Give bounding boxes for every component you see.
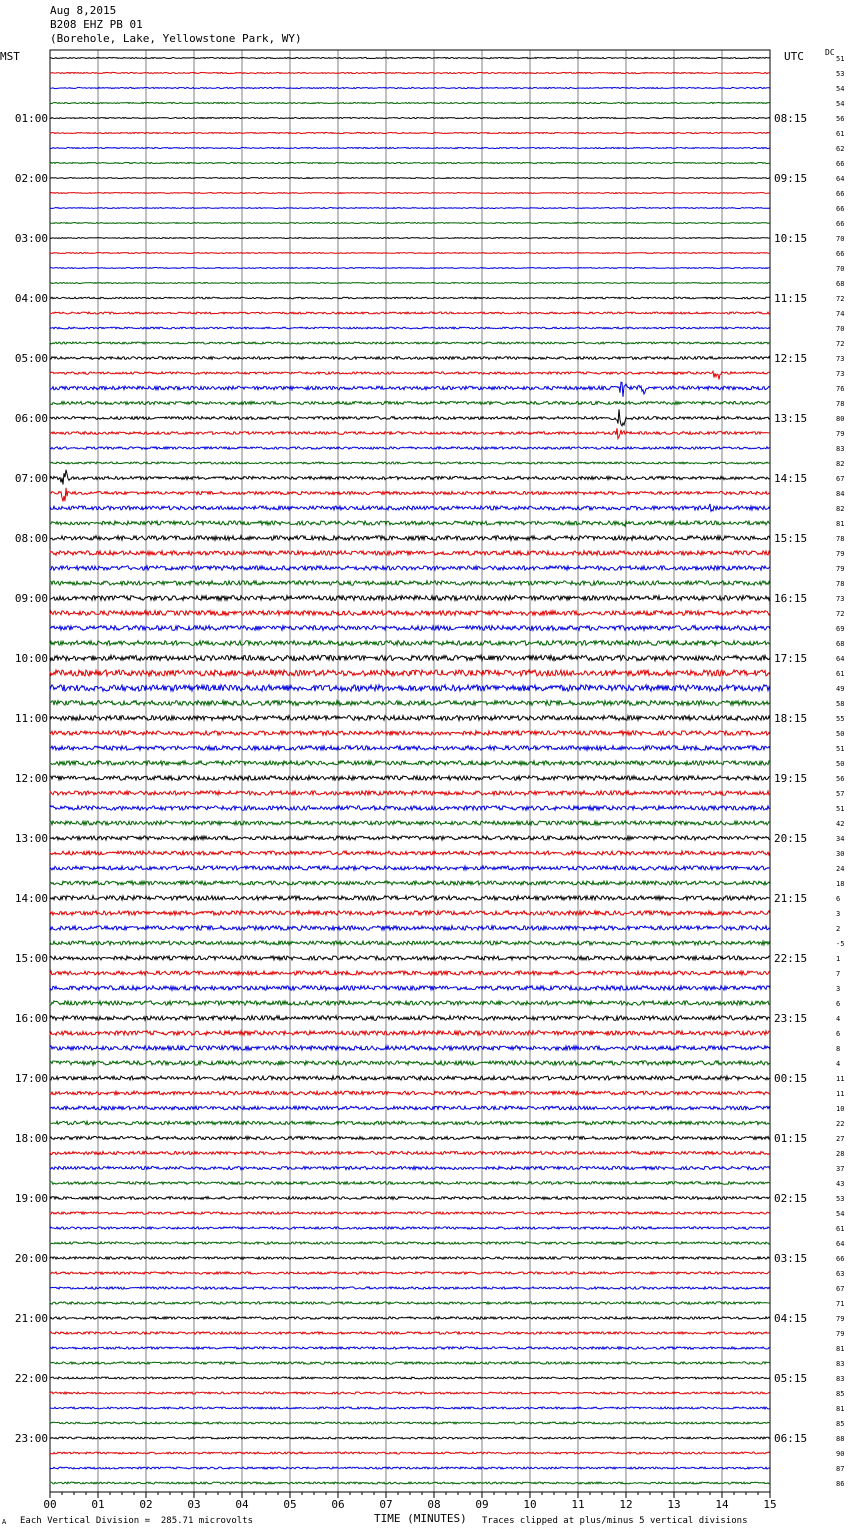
seismic-trace [50,504,770,511]
dc-offset-label: 64 [836,1240,845,1248]
dc-offset-label: 85 [836,1390,845,1398]
utc-hour-label: 19:15 [774,772,808,785]
utc-hour-label: 12:15 [774,352,808,365]
seismic-trace [50,821,770,825]
seismic-trace [50,1001,770,1005]
dc-offset-label: 50 [836,760,845,768]
x-tick-label: 03 [187,1498,201,1511]
x-tick-label: 11 [571,1498,585,1511]
dc-offset-label: 62 [836,145,845,153]
dc-offset-label: 49 [836,685,845,693]
dc-offset-label: 27 [836,1135,845,1143]
mst-hour-label: 01:00 [14,112,48,125]
mst-hour-label: 02:00 [14,172,48,185]
dc-offset-label: 78 [836,400,845,408]
utc-hour-label: 13:15 [774,412,808,425]
seismic-trace [50,1242,770,1244]
seismic-trace [50,1106,770,1110]
seismic-trace [50,1016,770,1020]
dc-offset-label: 37 [836,1165,845,1173]
dc-offset-label: 78 [836,535,845,543]
chart-date: Aug 8,2015 [50,4,117,17]
seismic-trace [50,685,770,691]
dc-offset-label: 51 [836,805,845,813]
mst-hour-label: 11:00 [14,712,48,725]
dc-offset-label: 6 [836,1030,841,1038]
seismic-trace [50,162,770,163]
dc-offset-label: 80 [836,415,845,423]
dc-offset-label: 8 [836,1045,841,1053]
seismic-trace [50,761,770,765]
seismic-trace [50,1212,770,1214]
dc-offset-label: 74 [836,310,845,318]
seismic-trace [50,626,770,631]
dc-offset-label: 24 [836,865,845,873]
dc-offset-label: 79 [836,1315,845,1323]
dc-offset-label: 73 [836,355,845,363]
seismic-trace [50,401,770,404]
seismic-trace [50,357,770,360]
x-tick-label: 05 [283,1498,297,1511]
dc-offset-label: 66 [836,160,845,168]
seismic-trace [50,655,770,660]
dc-offset-label: 68 [836,640,845,648]
dc-offset-label: 4 [836,1015,841,1023]
dc-offset-label: 61 [836,1225,845,1233]
seismic-trace [50,1046,770,1050]
clip-note: Traces clipped at plus/minus 5 vertical divisions [482,1516,748,1526]
seismic-trace [50,521,770,527]
seismic-trace [50,342,770,344]
left-timezone-label: MST [0,50,20,63]
seismic-trace [50,371,770,379]
seismic-trace [50,1482,770,1484]
seismic-trace [50,836,770,840]
seismic-trace [50,641,770,646]
utc-hour-label: 08:15 [774,112,808,125]
dc-offset-label: 56 [836,115,845,123]
right-timezone-label: UTC [784,50,804,63]
utc-hour-label: 04:15 [774,1312,808,1325]
seismic-trace [50,72,770,73]
dc-offset-label: 70 [836,235,845,243]
dc-offset-label: 28 [836,1150,845,1158]
dc-offset-label: 43 [836,1180,845,1188]
dc-offset-label: 54 [836,85,845,93]
dc-offset-label: 53 [836,70,845,78]
utc-hour-label: 05:15 [774,1372,808,1385]
seismic-trace [50,1317,770,1319]
seismic-trace [50,670,770,676]
seismic-trace [50,1362,770,1364]
dc-offset-label: 66 [836,205,845,213]
dc-offset-label: 3 [836,985,841,993]
dc-offset-label: 1 [836,955,841,963]
mst-hour-label: 05:00 [14,352,48,365]
dc-offset-label: 3 [836,910,841,918]
mst-hour-label: 10:00 [14,652,48,665]
dc-offset-label: -5 [836,940,845,948]
seismic-trace [50,1091,770,1095]
dc-offset-label: 61 [836,670,845,678]
utc-hour-label: 17:15 [774,652,808,665]
mst-hour-label: 16:00 [14,1012,48,1025]
utc-hour-label: 20:15 [774,832,808,845]
mst-hour-label: 17:00 [14,1072,48,1085]
mst-hour-label: 08:00 [14,532,48,545]
dc-label: DC [825,48,835,57]
seismic-trace [50,312,770,314]
seismic-trace [50,283,770,284]
utc-hour-label: 22:15 [774,952,808,965]
dc-offset-label: 53 [836,1195,845,1203]
seismic-trace [50,1287,770,1289]
dc-offset-label: 2 [836,925,841,933]
seismic-trace [50,193,770,194]
seismic-trace [50,1272,770,1274]
dc-offset-label: 87 [836,1465,845,1473]
seismic-trace [50,956,770,960]
seismic-trace [50,776,770,780]
mst-hour-label: 09:00 [14,592,48,605]
seismic-trace [50,581,770,585]
dc-offset-label: 55 [836,715,845,723]
dc-offset-label: 70 [836,265,845,273]
dc-offset-label: 11 [836,1090,845,1098]
dc-offset-label: 79 [836,550,845,558]
seismic-trace [50,470,770,485]
seismic-trace [50,1452,770,1454]
x-tick-label: 14 [715,1498,729,1511]
dc-offset-label: 68 [836,280,845,288]
x-tick-label: 02 [139,1498,153,1511]
dc-offset-label: 72 [836,295,845,303]
dc-offset-label: 64 [836,175,845,183]
mst-hour-label: 03:00 [14,232,48,245]
utc-hour-label: 21:15 [774,892,808,905]
utc-hour-label: 10:15 [774,232,808,245]
seismic-trace [50,566,770,570]
dc-offset-label: 82 [836,460,845,468]
plot-frame [50,50,770,1492]
dc-offset-label: 63 [836,1270,845,1278]
seismic-trace [50,971,770,975]
dc-offset-label: 42 [836,820,845,828]
dc-offset-label: 82 [836,505,845,513]
seismic-trace [50,911,770,915]
x-tick-label: 10 [523,1498,537,1511]
dc-offset-label: 72 [836,610,845,618]
dc-offset-label: 81 [836,1405,845,1413]
seismic-trace [50,746,770,750]
seismic-trace [50,1121,770,1125]
dc-offset-label: 67 [836,1285,845,1293]
seismic-trace [50,896,770,900]
seismic-trace [50,1347,770,1349]
x-tick-label: 01 [91,1498,105,1511]
footer-mark: A [2,1518,7,1526]
dc-offset-label: 83 [836,1360,845,1368]
mst-hour-label: 18:00 [14,1132,48,1145]
dc-offset-label: 4 [836,1060,841,1068]
dc-offset-label: 84 [836,490,845,498]
utc-hour-label: 09:15 [774,172,808,185]
utc-hour-label: 15:15 [774,532,808,545]
dc-offset-label: 73 [836,595,845,603]
utc-hour-label: 18:15 [774,712,808,725]
mst-hour-label: 19:00 [14,1192,48,1205]
seismic-trace [50,1166,770,1169]
seismic-trace [50,1332,770,1334]
seismic-trace [50,297,770,299]
dc-offset-label: 83 [836,1375,845,1383]
dc-offset-label: 30 [836,850,845,858]
utc-hour-label: 00:15 [774,1072,808,1085]
dc-offset-label: 81 [836,1345,845,1353]
seismic-trace [50,926,770,930]
utc-hour-label: 06:15 [774,1432,808,1445]
seismic-trace [50,238,770,239]
seismic-trace [50,268,770,269]
dc-offset-label: 90 [836,1450,845,1458]
dc-offset-label: 50 [836,730,845,738]
seismic-trace [50,462,770,464]
x-tick-label: 13 [667,1498,681,1511]
scale-note: Each Vertical Division = 285.71 microvolts [20,1516,253,1526]
seismic-trace [50,716,770,721]
seismic-trace [50,1407,770,1409]
seismic-trace [50,551,770,555]
x-tick-label: 09 [475,1498,489,1511]
utc-hour-label: 01:15 [774,1132,808,1145]
seismic-trace [50,986,770,990]
dc-offset-label: 73 [836,370,845,378]
dc-offset-label: 22 [836,1120,845,1128]
x-tick-label: 07 [379,1498,393,1511]
dc-offset-label: 71 [836,1300,845,1308]
seismic-trace [50,178,770,179]
seismic-trace [50,409,770,426]
seismic-trace [50,536,770,540]
x-tick-label: 00 [43,1498,57,1511]
utc-hour-label: 14:15 [774,472,808,485]
seismic-trace [50,1437,770,1439]
seismic-trace [50,57,770,58]
seismic-trace [50,1136,770,1139]
dc-offset-label: 18 [836,880,845,888]
dc-offset-label: 85 [836,1420,845,1428]
mst-hour-label: 12:00 [14,772,48,785]
seismic-trace [50,941,770,945]
dc-offset-label: 79 [836,430,845,438]
x-tick-label: 04 [235,1498,249,1511]
seismic-trace [50,208,770,209]
dc-offset-label: 86 [836,1480,845,1488]
dc-offset-label: 79 [836,1330,845,1338]
seismic-trace [50,1076,770,1080]
dc-offset-label: 61 [836,130,845,138]
seismic-trace [50,1467,770,1469]
dc-offset-label: 69 [836,625,845,633]
seismic-trace [50,881,770,885]
dc-offset-label: 64 [836,655,845,663]
dc-offset-label: 6 [836,1000,841,1008]
dc-offset-label: 58 [836,700,845,708]
dc-offset-label: 54 [836,1210,845,1218]
seismic-trace [50,791,770,795]
seismic-trace [50,253,770,254]
dc-offset-label: 57 [836,790,845,798]
utc-hour-label: 23:15 [774,1012,808,1025]
dc-offset-label: 7 [836,970,841,978]
dc-offset-label: 10 [836,1105,845,1113]
dc-offset-label: 6 [836,895,841,903]
mst-hour-label: 07:00 [14,472,48,485]
seismic-trace [50,87,770,88]
seismic-trace [50,731,770,735]
dc-offset-label: 81 [836,520,845,528]
dc-offset-label: 11 [836,1075,845,1083]
x-tick-label: 06 [331,1498,345,1511]
seismic-trace [50,1302,770,1304]
dc-offset-label: 66 [836,220,845,228]
seismic-trace [50,1377,770,1379]
seismic-trace [50,596,770,601]
seismic-trace [50,701,770,706]
seismic-trace [50,1061,770,1065]
seismic-trace [50,806,770,810]
utc-hour-label: 02:15 [774,1192,808,1205]
x-tick-label: 12 [619,1498,633,1511]
dc-offset-label: 88 [836,1435,845,1443]
seismic-trace [50,327,770,329]
seismic-trace [50,1197,770,1200]
seismic-trace [50,223,770,224]
dc-offset-label: 83 [836,445,845,453]
dc-offset-label: 34 [836,835,845,843]
seismic-trace [50,1227,770,1229]
dc-offset-label: 56 [836,775,845,783]
seismic-trace [50,1392,770,1394]
mst-hour-label: 20:00 [14,1252,48,1265]
mst-hour-label: 14:00 [14,892,48,905]
dc-offset-label: 66 [836,1255,845,1263]
seismic-trace [50,428,770,438]
seismic-trace [50,851,770,855]
station-id: B208 EHZ PB 01 [50,18,143,31]
seismic-trace [50,447,770,449]
dc-offset-label: 78 [836,580,845,588]
dc-offset-label: 54 [836,100,845,108]
seismic-trace [50,488,770,502]
dc-offset-label: 67 [836,475,845,483]
dc-offset-label: 66 [836,190,845,198]
seismic-trace [50,382,770,397]
seismic-trace [50,1257,770,1259]
seismic-trace [50,147,770,148]
dc-offset-label: 51 [836,55,845,63]
seismic-trace [50,102,770,103]
dc-offset-label: 70 [836,325,845,333]
dc-offset-label: 51 [836,745,845,753]
seismic-trace [50,1422,770,1424]
mst-hour-label: 21:00 [14,1312,48,1325]
utc-hour-label: 16:15 [774,592,808,605]
x-tick-label: 08 [427,1498,441,1511]
x-axis-title: TIME (MINUTES) [374,1512,467,1525]
seismic-trace [50,866,770,870]
utc-hour-label: 03:15 [774,1252,808,1265]
x-tick-label: 15 [763,1498,777,1511]
seismic-trace [50,132,770,133]
seismic-trace [50,1182,770,1185]
mst-hour-label: 13:00 [14,832,48,845]
mst-hour-label: 06:00 [14,412,48,425]
mst-hour-label: 22:00 [14,1372,48,1385]
dc-offset-label: 72 [836,340,845,348]
seismic-trace [50,611,770,616]
seismic-trace [50,1031,770,1035]
dc-offset-label: 66 [836,250,845,258]
mst-hour-label: 15:00 [14,952,48,965]
seismic-trace [50,117,770,118]
mst-hour-label: 04:00 [14,292,48,305]
mst-hour-label: 23:00 [14,1432,48,1445]
station-location: (Borehole, Lake, Yellowstone Park, WY) [50,32,302,45]
utc-hour-label: 11:15 [774,292,808,305]
dc-offset-label: 79 [836,565,845,573]
dc-offset-label: 76 [836,385,845,393]
seismic-trace [50,1151,770,1154]
